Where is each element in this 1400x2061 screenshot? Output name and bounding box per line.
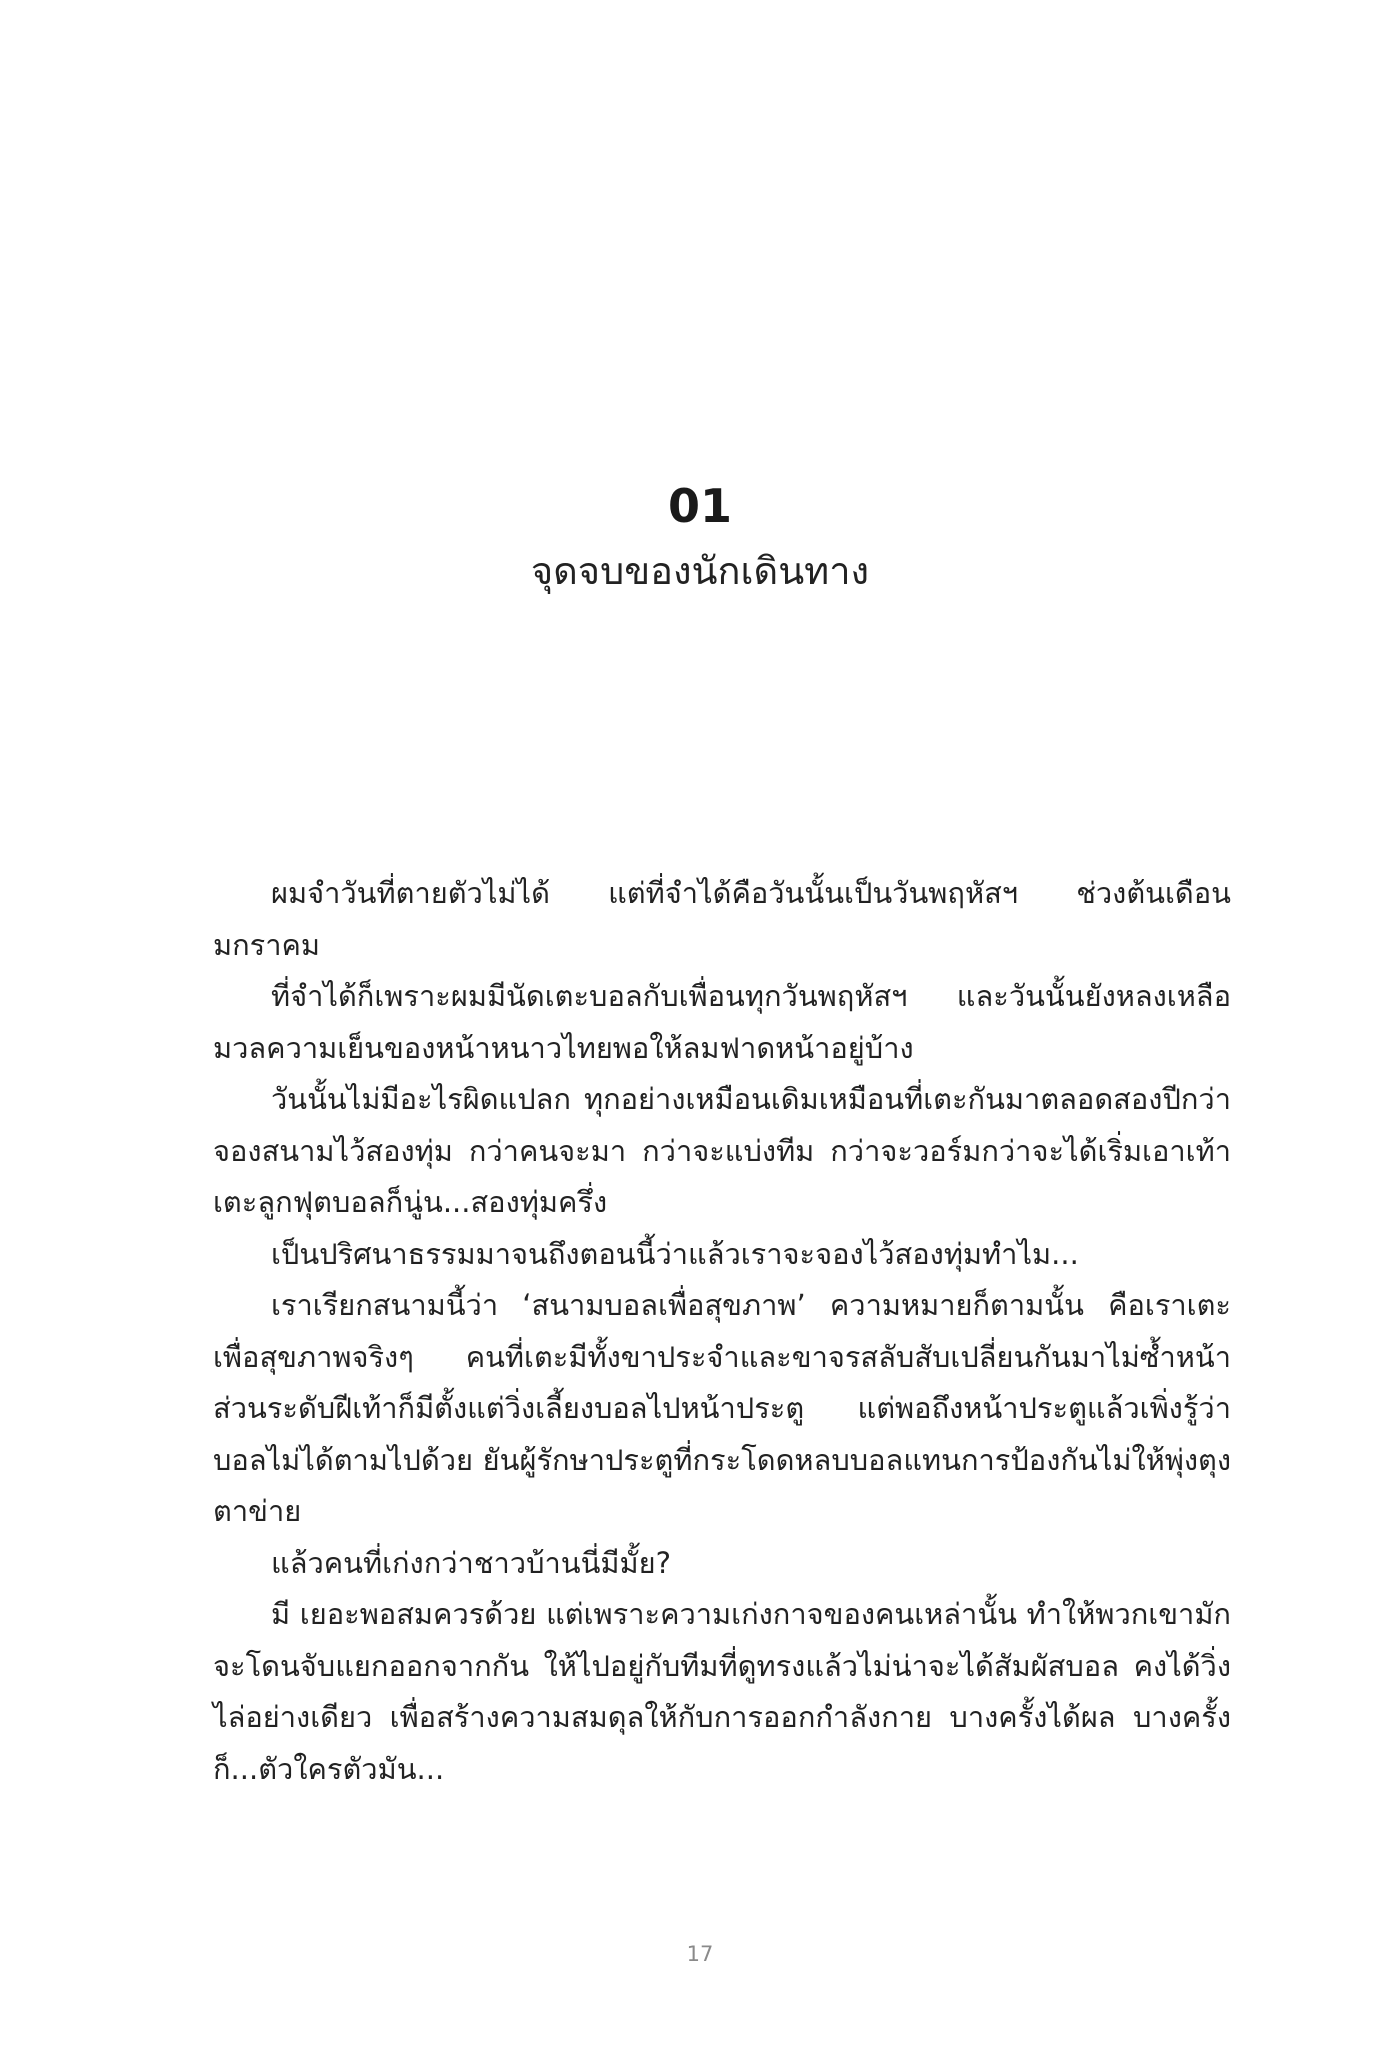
chapter-title: จุดจบของนักเดินทาง	[530, 549, 870, 593]
paragraph: เป็นปริศนาธรรมมาจนถึงตอนนี้ว่าแล้วเราจะจองไว้สองทุ่มทำไม...	[271, 1236, 1079, 1271]
paragraph: ผมจำวันที่ตายตัวไม่ได้ แต่ที่จำได้คือวันนั้นเป็นวันพฤหัสฯ ช่วงต้นเดือนมกราคม	[213, 876, 1231, 962]
page-number: 17	[686, 1942, 714, 1966]
paragraph: เราเรียกสนามนี้ว่า ‘สนามบอลเพื่อสุขภาพ’ ความหมายก็ตามนั้น คือเราเตะเพื่อสุขภาพจริงๆ คนที่เตะมีทั้งขาประจำและขาจรสลับสับเปลี่ยนกันมาไม่ซ้ำหน้า ส่วนระดับฝีเท้าก็มีตั้งแต่วิ่งเลี้ยงบอลไปหน้าประตู แต่พอถึงหน้าประตูแล้วเพิ่งรู้ว่าบอลไม่ได้ตามไปด้วย ยันผู้รักษาประตูที่กระโดดหลบบอลแทนการป้องกันไม่ให้พุ่งตุงตาข่าย	[213, 1288, 1231, 1528]
chapter-number: 01	[667, 479, 732, 533]
paragraph: ที่จำได้ก็เพราะผมมีนัดเตะบอลกับเพื่อนทุกวันพฤหัสฯ และวันนั้นยังหลงเหลือมวลความเย็นของหน้าหนาวไทยพอให้ลมฟาดหน้าอยู่บ้าง	[213, 979, 1231, 1065]
paragraph: วันนั้นไม่มีอะไรผิดแปลก ทุกอย่างเหมือนเดิมเหมือนที่เตะกันมาตลอดสองปีกว่า จองสนามไว้สองทุ่ม กว่าคนจะมา กว่าจะแบ่งทีม กว่าจะวอร์มกว่าจะได้เริ่มเอาเท้าเตะลูกฟุตบอลก็นู่น...สองทุ่มครึ่ง	[213, 1082, 1231, 1219]
paragraph: แล้วคนที่เก่งกว่าชาวบ้านนี่มีมั้ย?	[271, 1545, 672, 1580]
chapter-body	[213, 868, 1231, 1795]
paragraph: มี เยอะพอสมควรด้วย แต่เพราะความเก่งกาจของคนเหล่านั้น ทำให้พวกเขามักจะโดนจับแยกออกจากกัน ให้ไปอยู่กับทีมที่ดูทรงแล้วไม่น่าจะได้สัมผัสบอล คงได้วิ่งไล่อย่างเดียว เพื่อสร้างความสมดุลให้กับการออกกำลังกาย บางครั้งได้ผล บางครั้งก็...ตัวใครตัวมัน...	[213, 1597, 1231, 1786]
